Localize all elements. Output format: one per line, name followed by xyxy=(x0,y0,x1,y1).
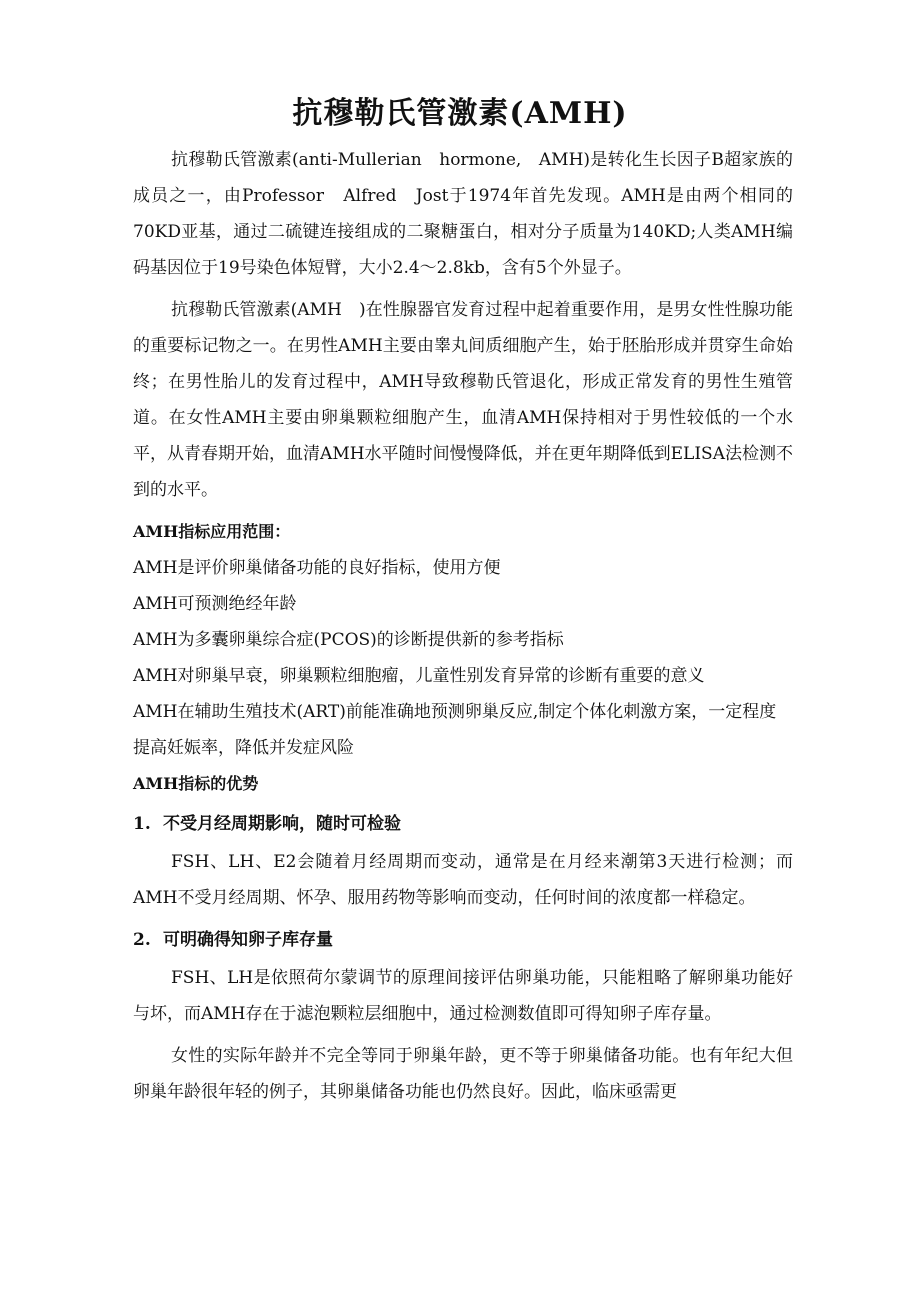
advantage-number: 1. xyxy=(133,814,151,834)
advantage-body-1: FSH、LH、E2会随着月经周期而变动，通常是在月经来潮第3天进行检测；而AMH不受月经周期、怀孕、服用药物等影响而变动，任何时间的浓度都一样稳定。 xyxy=(133,852,793,908)
advantages-heading: AMH指标的优势 xyxy=(133,774,259,793)
intro-paragraph-2: 抗穆勒氏管激素(AMH )在性腺器官发育过程中起着重要作用，是男女性性腺功能的重要标记物之一。在男性AMH主要由睾丸间质细胞产生，始于胚胎形成并贯穿生命始终；在男性胎儿的发育过程中，AMH导致穆勒氏管退化，形成正常发育的男性生殖管道。在女性AMH主要由卵巢颗粒细胞产生，血清AMH保持相对于男性较低的一个水平，从青春期开始，血清AMH水平随时间慢慢降低，并在更年期降低到ELISA法检测不到的水平。 xyxy=(133,300,793,500)
document-body xyxy=(133,142,793,1116)
advantage-heading-1 xyxy=(133,806,793,842)
application-item: AMH是评价卵巢储备功能的良好指标，使用方便 xyxy=(133,558,501,578)
advantage-title: 不受月经周期影响，随时可检验 xyxy=(163,814,401,834)
advantage-number: 2. xyxy=(133,930,151,950)
application-item: AMH对卵巢早衰，卵巢颗粒细胞瘤，儿童性别发育异常的诊断有重要的意义 xyxy=(133,666,705,686)
advantage-body-2: FSH、LH是依照荷尔蒙调节的原理间接评估卵巢功能，只能粗略了解卵巢功能好与坏，而AMH存在于滤泡颗粒层细胞中，通过检测数值即可得知卵子库存量。 xyxy=(133,968,793,1024)
document-title: 抗穆勒氏管激素(AMH) xyxy=(292,96,628,131)
advantage-heading-2 xyxy=(133,922,793,958)
intro-paragraph-1: 抗穆勒氏管激素(anti-Mullerian hormone, AMH)是转化生长因子B超家族的成员之一，由Professor Alfred Jost于1974年首先发现。AMH是由两个相同的70KD亚基，通过二硫键连接组成的二聚糖蛋白，相对分子质量为140KD;人类AMH编码基因位于19号染色体短臂，大小2.4～2.8kb，含有5个外显子。 xyxy=(133,150,793,278)
closing-paragraph: 女性的实际年龄并不完全等同于卵巢年龄，更不等于卵巢储备功能。也有年纪大但卵巢年龄很年轻的例子，其卵巢储备功能也仍然良好。因此，临床亟需更 xyxy=(133,1046,793,1102)
application-item: AMH为多囊卵巢综合症(PCOS)的诊断提供新的参考指标 xyxy=(133,630,564,650)
applications-heading: AMH指标应用范围： xyxy=(133,522,291,541)
application-item: AMH可预测绝经年龄 xyxy=(133,594,297,614)
application-item: AMH在辅助生殖技术(ART)前能准确地预测卵巢反应,制定个体化刺激方案，一定程度提高妊娠率，降低并发症风险 xyxy=(133,702,777,758)
advantage-title: 可明确得知卵子库存量 xyxy=(163,930,333,950)
